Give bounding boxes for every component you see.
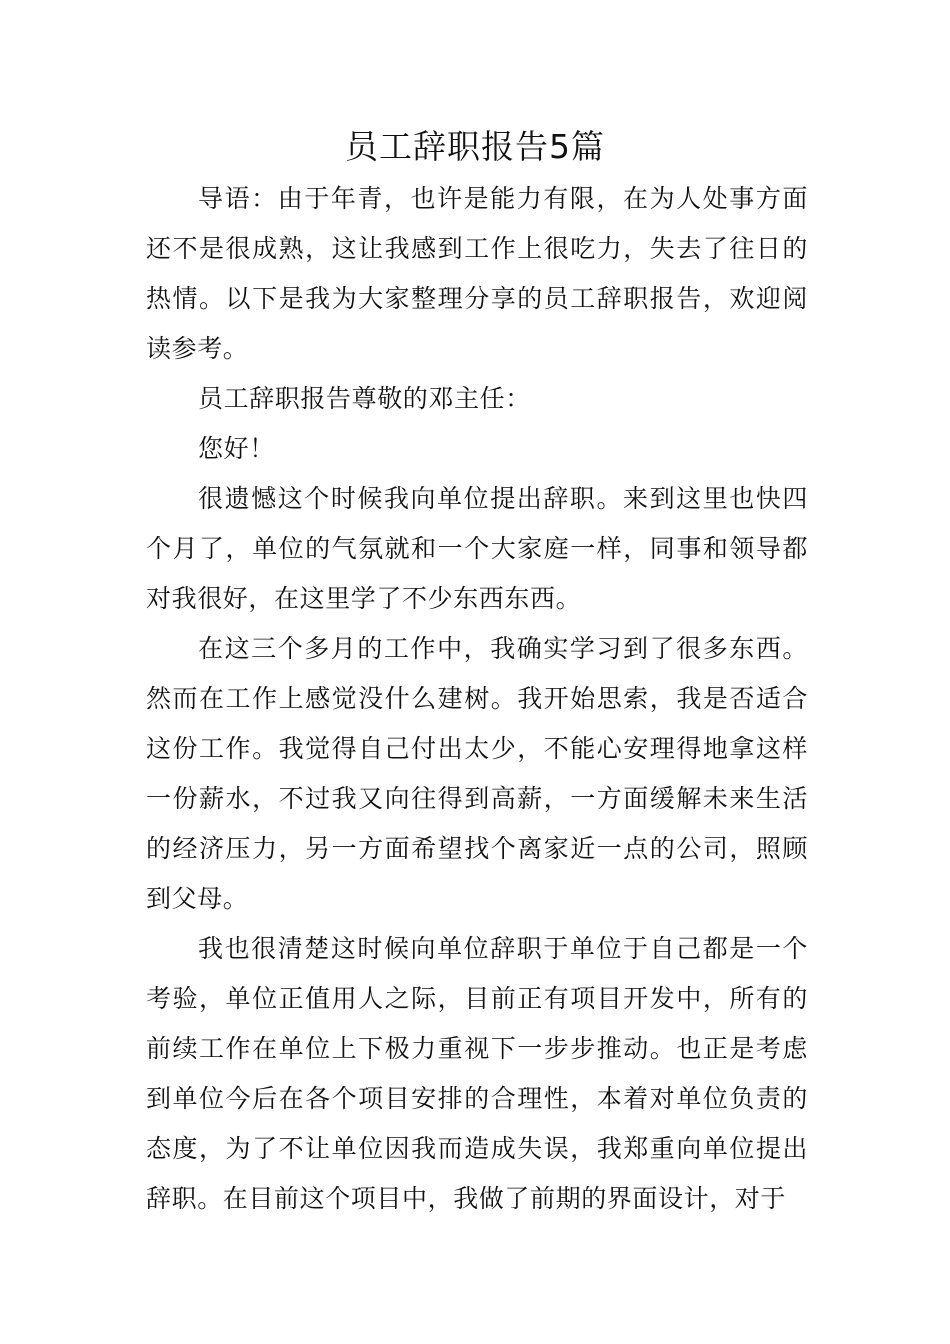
document-body: [146, 174, 808, 1224]
body-paragraph: 在这三个多月的工作中，我确实学习到了很多东西。然而在工作上感觉没什么建树。我开始思索，我是否适合这份工作。我觉得自己付出太少，不能心安理得地拿这样一份薪水，不过我又向往得到高薪，一方面缓解未来生活的经济压力，另一方面希望找个离家近一点的公司，照顾到父母。: [146, 634, 808, 913]
document-title: 员工辞职报告5篇: [345, 127, 605, 166]
greeting-line: 您好！: [198, 434, 275, 463]
intro-paragraph: 导语：由于年青，也许是能力有限，在为人处事方面还不是很成熟，这让我感到工作上很吃力，失去了往日的热情。以下是我为大家整理分享的员工辞职报告，欢迎阅读参考。: [146, 184, 808, 363]
body-paragraph: 我也很清楚这时候向单位辞职于单位于自己都是一个考验，单位正值用人之际，目前正有项目开发中，所有的前续工作在单位上下极力重视下一步步推动。也正是考虑到单位今后在各个项目安排的合理性，本着对单位负责的态度，为了不让单位因我而造成失误，我郑重向单位提出辞职。在目前这个项目中，我做了前期的界面设计，对于: [146, 934, 808, 1213]
body-paragraph: 很遗憾这个时候我向单位提出辞职。来到这里也快四个月了，单位的气氛就和一个大家庭一样，同事和领导都对我很好，在这里学了不少东西东西。: [146, 484, 808, 613]
salutation-line: 员工辞职报告尊敬的邓主任：: [198, 384, 531, 413]
